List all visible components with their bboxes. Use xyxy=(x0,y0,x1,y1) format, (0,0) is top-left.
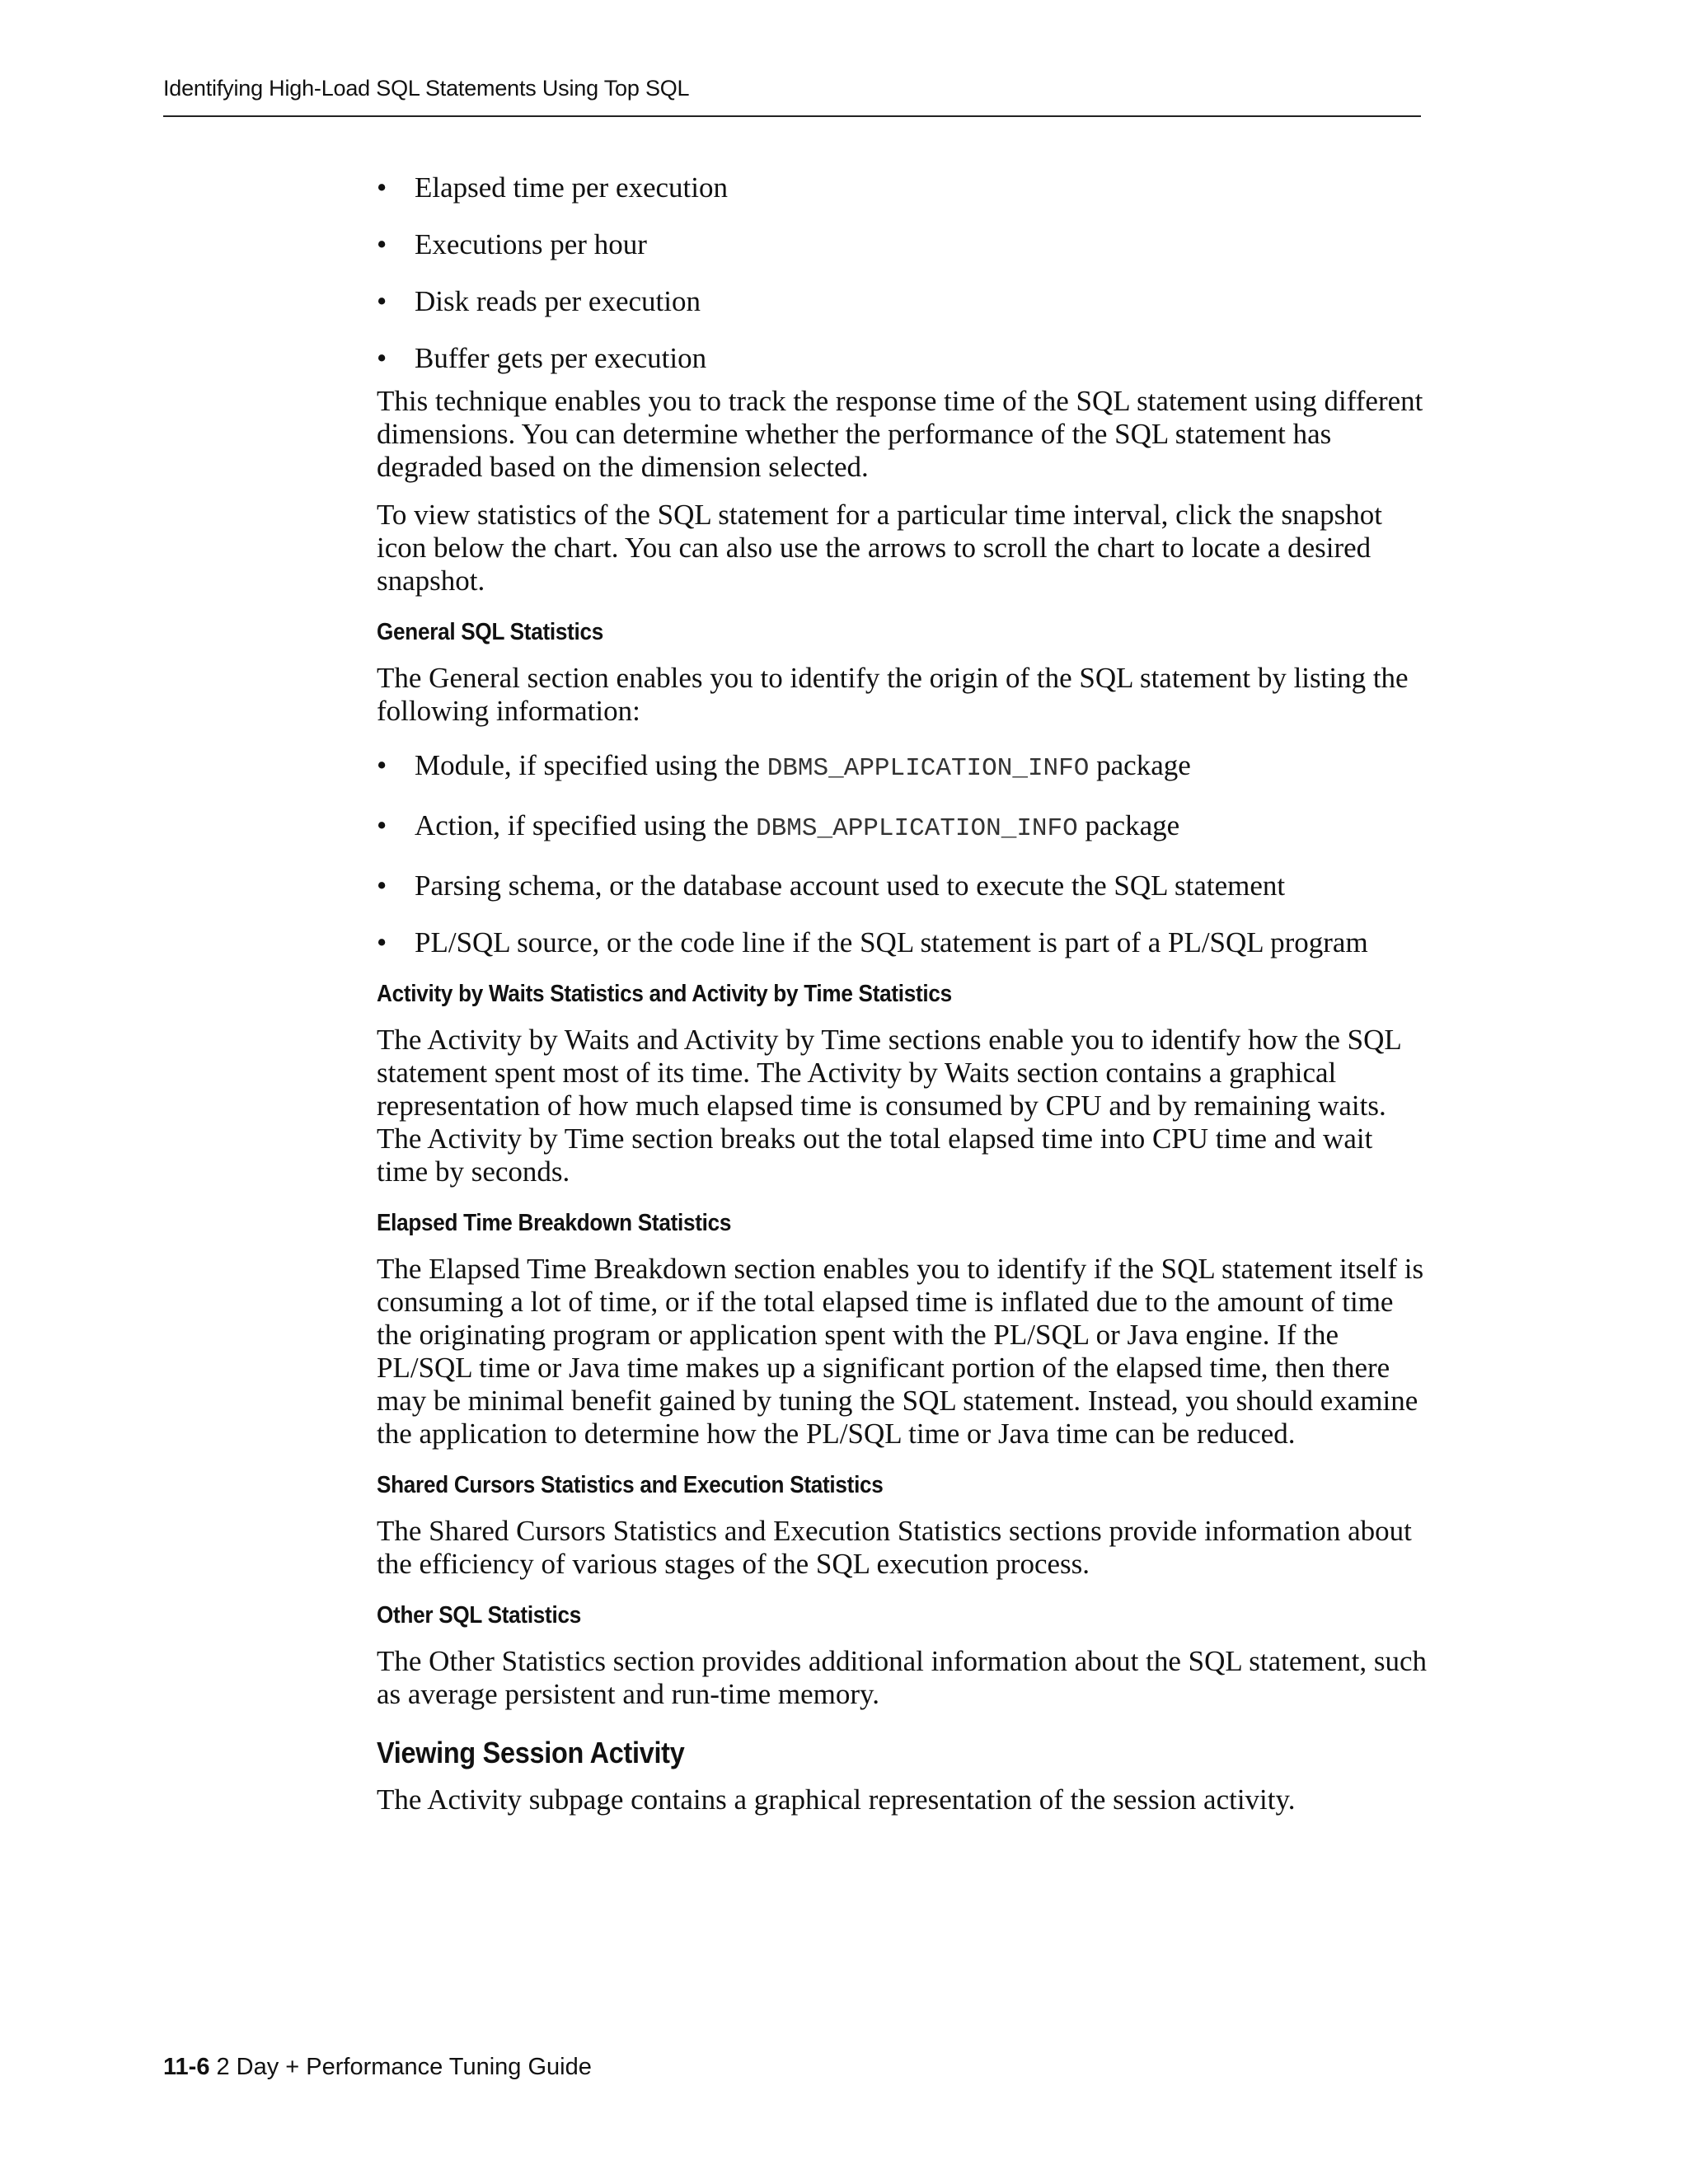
paragraph-shared: The Shared Cursors Statistics and Execution Statistics sections provide information about the efficiency of various stages of the SQL execution process. xyxy=(377,1515,1412,1580)
paragraph-general-intro: The General section enables you to identify the origin of the SQL statement by listing the following information: xyxy=(377,662,1409,727)
heading-other-sql-statistics: Other SQL Statistics xyxy=(377,1602,581,1629)
paragraph-elapsed: The Elapsed Time Breakdown section enables you to identify if the SQL statement itself is consuming a lot of time, or if the total elapsed time is inflated due to the amount of time the originating program or application spent with the PL/SQL or Java engine. If the PL/SQL time or Java time makes up a significant portion of the elapsed time, then there may be minimal benefit gained by tuning the SQL statement. Instead, you should examine the application to determine how the PL/SQL time or Java time can be reduced. xyxy=(377,1253,1424,1450)
list-item: • Parsing schema, or the database account used to execute the SQL statement xyxy=(377,869,1286,902)
list-item: • Elapsed time per execution xyxy=(377,171,728,204)
list-item: • PL/SQL source, or the code line if the SQL statement is part of a PL/SQL program xyxy=(377,926,1368,958)
list-item: • Buffer gets per execution xyxy=(377,342,707,374)
bullet-icon: • xyxy=(377,809,387,841)
heading-elapsed-time-breakdown: Elapsed Time Breakdown Statistics xyxy=(377,1210,732,1236)
bullet-icon: • xyxy=(377,342,387,374)
list-item: • Action, if specified using the DBMS_APPLICATION_INFO package xyxy=(377,809,1180,843)
bullet-icon: • xyxy=(377,228,387,260)
bullet-icon: • xyxy=(377,285,387,317)
book-title: 2 Day + Performance Tuning Guide xyxy=(216,2054,592,2080)
heading-general-sql-statistics: General SQL Statistics xyxy=(377,619,603,645)
heading-shared-cursors: Shared Cursors Statistics and Execution Statistics xyxy=(377,1472,884,1498)
page-body xyxy=(377,171,1428,1831)
bullet-icon: • xyxy=(377,749,387,781)
origin-list xyxy=(377,749,1428,959)
heading-activity-statistics: Activity by Waits Statistics and Activity by Time Statistics xyxy=(377,981,952,1007)
header-rule xyxy=(163,115,1421,117)
paragraph-activity: The Activity by Waits and Activity by Time sections enable you to identify how the SQL statement spent most of its time. The Activity by Waits section contains a graphical representation of how much elapsed time is consumed by CPU and by remaining waits. The Activity by Time section breaks out the total elapsed time into CPU time and wait time by seconds. xyxy=(377,1024,1401,1188)
bullet-icon: • xyxy=(377,869,387,902)
list-item: • Module, if specified using the DBMS_APPLICATION_INFO package xyxy=(377,749,1191,783)
list-item: • Disk reads per execution xyxy=(377,285,701,317)
paragraph-session: The Activity subpage contains a graphical representation of the session activity. xyxy=(377,1783,1296,1816)
page-number: 11-6 xyxy=(163,2054,210,2080)
page-footer xyxy=(163,2054,592,2081)
paragraph-technique: This technique enables you to track the response time of the SQL statement using different dimensions. You can determine whether the performance of the SQL statement has degraded based on the dimension selected. xyxy=(377,385,1423,483)
code-package-name: DBMS_APPLICATION_INFO xyxy=(756,814,1078,843)
bullet-icon: • xyxy=(377,171,387,204)
paragraph-other: The Other Statistics section provides additional information about the SQL statement, such as average persistent and run-time memory. xyxy=(377,1645,1427,1710)
bullet-icon: • xyxy=(377,926,387,958)
paragraph-view-statistics: To view statistics of the SQL statement for a particular time interval, click the snapshot icon below the chart. You can also use the arrows to scroll the chart to locate a desired snapshot. xyxy=(377,499,1382,597)
heading-viewing-session-activity: Viewing Session Activity xyxy=(377,1736,685,1769)
list-item: • Executions per hour xyxy=(377,228,647,260)
dimension-list xyxy=(377,171,1428,375)
code-package-name: DBMS_APPLICATION_INFO xyxy=(767,754,1090,783)
running-header: Identifying High-Load SQL Statements Using Top SQL xyxy=(163,76,690,101)
